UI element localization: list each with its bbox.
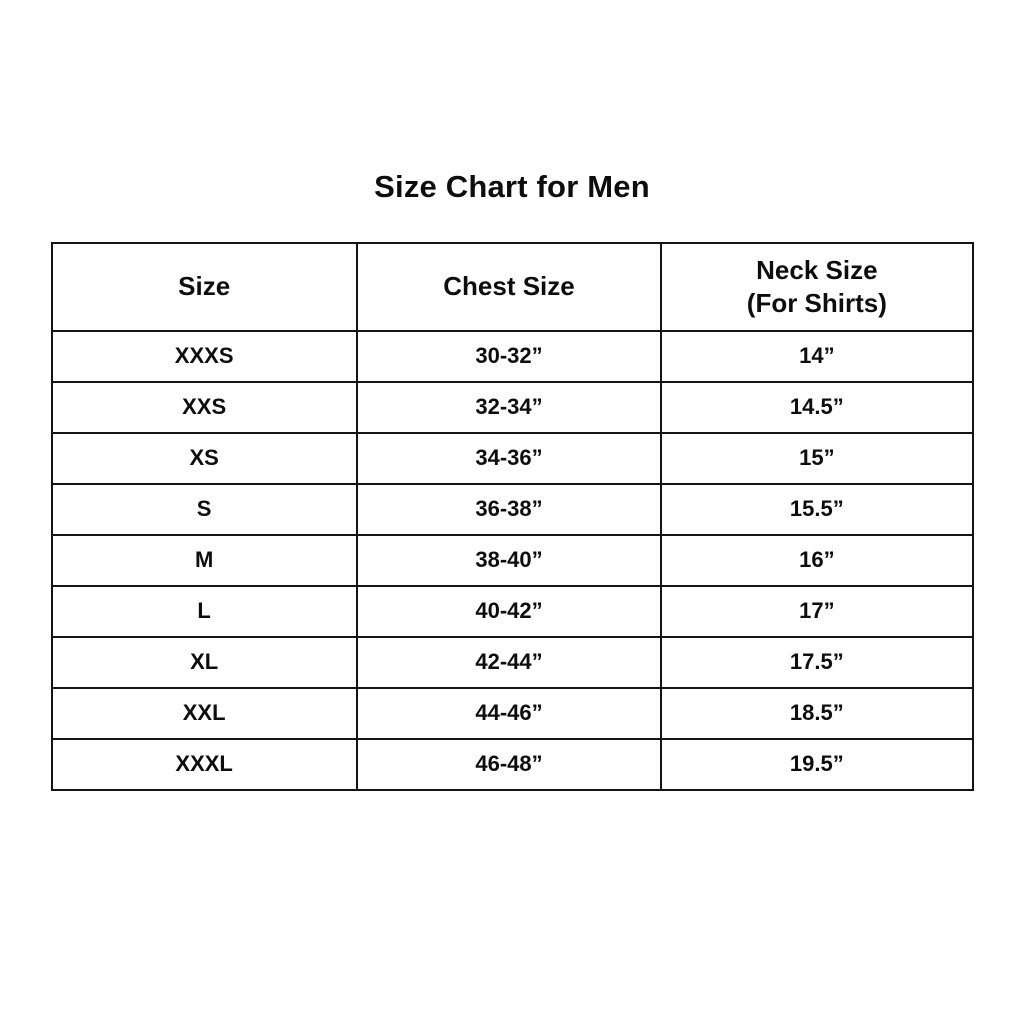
cell-neck: 15” (661, 433, 972, 484)
cell-neck: 17” (661, 586, 972, 637)
size-chart-table (51, 242, 974, 791)
cell-chest: 44-46” (357, 688, 661, 739)
cell-neck: 18.5” (661, 688, 972, 739)
page-title: Size Chart for Men (374, 169, 650, 204)
cell-size: S (52, 484, 357, 535)
cell-size: XS (52, 433, 357, 484)
cell-neck: 14.5” (661, 382, 972, 433)
table-row (52, 739, 973, 790)
cell-size: L (52, 586, 357, 637)
cell-chest: 42-44” (357, 637, 661, 688)
cell-chest: 40-42” (357, 586, 661, 637)
table-row (52, 586, 973, 637)
header-cell-neck (661, 243, 972, 331)
header-label-chest: Chest Size (443, 271, 575, 302)
cell-size: XXL (52, 688, 357, 739)
cell-chest: 38-40” (357, 535, 661, 586)
table-body (52, 331, 973, 790)
header-label-neck: Neck Size (756, 255, 878, 286)
cell-chest: 36-38” (357, 484, 661, 535)
cell-neck: 14” (661, 331, 972, 382)
cell-size: XXXL (52, 739, 357, 790)
cell-size: XXXS (52, 331, 357, 382)
table-row (52, 484, 973, 535)
header-cell-size (52, 243, 357, 331)
cell-chest: 30-32” (357, 331, 661, 382)
table-header-row (52, 243, 973, 331)
cell-size: M (52, 535, 357, 586)
table-row (52, 637, 973, 688)
table-row (52, 433, 973, 484)
cell-size: XL (52, 637, 357, 688)
cell-neck: 17.5” (661, 637, 972, 688)
table-row (52, 331, 973, 382)
header-cell-chest (357, 243, 661, 331)
cell-chest: 46-48” (357, 739, 661, 790)
table-row (52, 535, 973, 586)
cell-neck: 16” (661, 535, 972, 586)
cell-size: XXS (52, 382, 357, 433)
header-sublabel-neck: (For Shirts) (746, 287, 887, 318)
cell-neck: 19.5” (661, 739, 972, 790)
cell-chest: 32-34” (357, 382, 661, 433)
cell-chest: 34-36” (357, 433, 661, 484)
table-row (52, 382, 973, 433)
header-label-size: Size (178, 271, 231, 302)
table-row (52, 688, 973, 739)
cell-neck: 15.5” (661, 484, 972, 535)
